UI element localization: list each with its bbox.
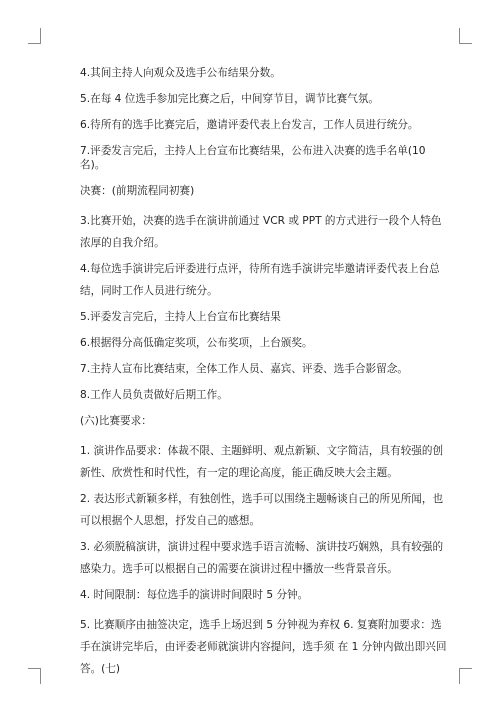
requirement-item: 5. 比赛顺序由抽签决定，选手上场迟到 5 分钟视为弃权 6. 复赛附加要求：选手在演讲完毕后，由评委老师就演讲内容提问，选手须 在 1 分钟内做出即兴回答。(七) xyxy=(80,619,447,675)
document-body xyxy=(80,66,450,684)
requirement-item: 3. 必须脱稿演讲，演讲过程中要求选手语言流畅、演讲技巧娴熟，具有较强的感染力。选手可以根据自己的需要在演讲过程中播放一些背景音乐。 xyxy=(80,541,444,575)
requirement-item: 4. 时间限制：每位选手的演讲时间限时 5 分钟。 xyxy=(80,589,309,601)
paragraph-item: 6.根据得分高低确定奖项，公布奖项，上台颁奖。 xyxy=(80,337,313,349)
paragraph-item: 5.在每 4 位选手参加完比赛之后，中间穿节目，调节比赛气氛。 xyxy=(80,93,380,105)
paragraph-item: 3.比赛开始，决赛的选手在演讲前通过 VCR 或 PPT 的方式进行一段个人特色浓厚的自我介绍。 xyxy=(80,215,442,249)
paragraph-item: 7.评委发言完后，主持人上台宣布比赛结果，公布进入决赛的选手名单(10 名)。 xyxy=(80,145,426,171)
paragraph-item: 8.工作人员负责做好后期工作。 xyxy=(80,389,228,401)
section-heading: (六)比赛要求： xyxy=(80,415,152,427)
paragraph-item: 6.待所有的选手比赛完后，邀请评委代表上台发言，工作人员进行统分。 xyxy=(80,119,419,131)
paragraph-item: 5.评委发言完后，主持人上台宣布比赛结果 xyxy=(80,311,281,323)
requirement-item: 1. 演讲作品要求：体裁不限、主题鲜明、观点新颖、文字简洁，具有较强的创新性、欣赏性和时代性，有一定的理论高度，能正确反映大会主题。 xyxy=(80,445,444,479)
paragraph-item: 7.主持人宣布比赛结束，全体工作人员、嘉宾、评委、选手合影留念。 xyxy=(80,363,408,375)
section-heading: 决赛：(前期流程同初赛) xyxy=(80,185,195,197)
paragraph-item: 4.每位选手演讲完后评委进行点评，待所有选手演讲完毕邀请评委代表上台总结，同时工作人员进行统分。 xyxy=(80,263,440,297)
requirement-item: 2. 表达形式新颖多样，有独创性，选手可以围绕主题畅谈自己的所见所闻，也可以根据个人思想，抒发自己的感想。 xyxy=(80,493,444,527)
paragraph-item: 4.其间主持人向观众及选手公布结果分数。 xyxy=(80,67,281,79)
